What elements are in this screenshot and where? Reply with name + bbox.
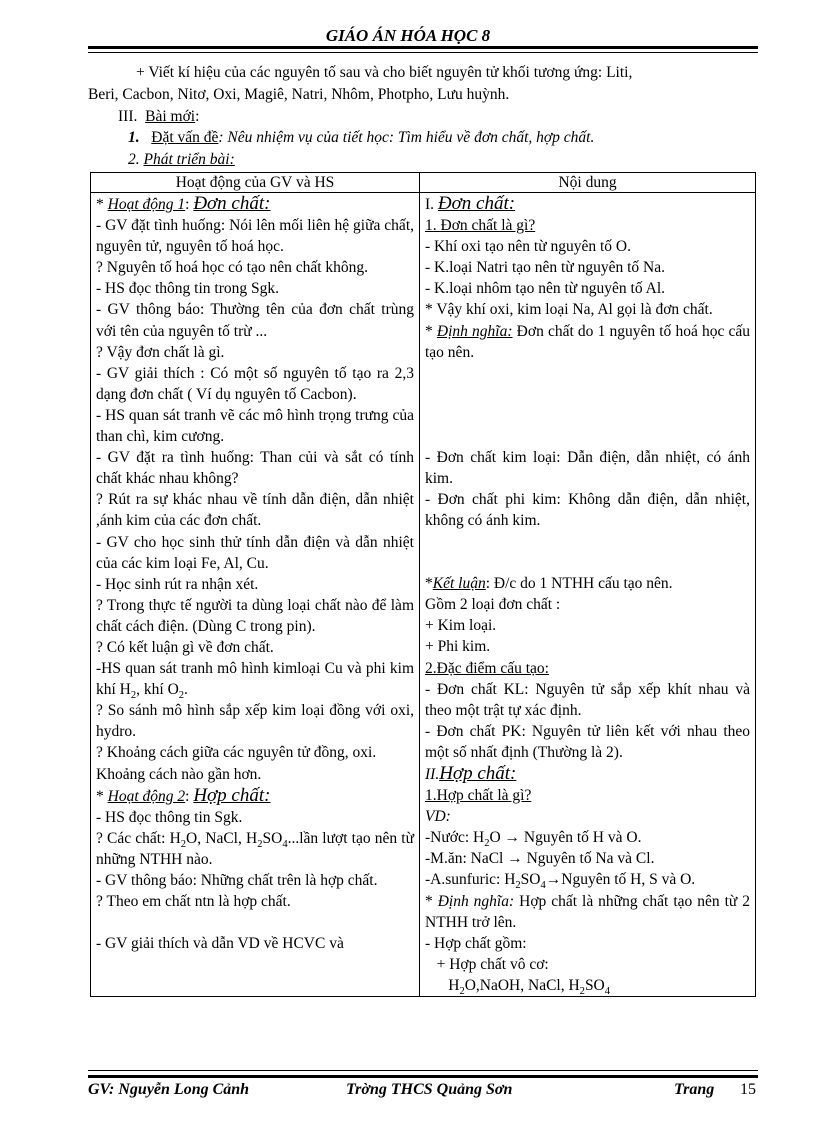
right-r10: - Đơn chất KL: Nguyên tử sắp xếp khít nhau và theo một trật tự xác định. <box>425 680 750 719</box>
activities-cell <box>91 193 420 997</box>
table-body-row <box>91 193 756 997</box>
left-p21: ? Theo em chất ntn là hợp chất. <box>96 893 291 911</box>
left-p1: - GV đặt tình huống: Nói lên mối liên hệ giữa chất, nguyên tử, nguyên tố hoá học. <box>96 217 414 256</box>
right-spacer-2 <box>425 384 750 405</box>
example-acid: -A.sunfuric: $H_2SO_4\to Nguyên$ tố H, S và O. <box>425 871 696 892</box>
right-r11: - Đơn chất PK: Nguyên tử liên kết với nhau theo một số nhất định (Thường là 2). <box>425 722 750 761</box>
content-cell <box>420 193 756 997</box>
header-rule-thick <box>88 46 758 49</box>
item-1-label: Đặt vấn đề <box>151 129 219 146</box>
example-salt: -M.ăn: NaCl → Nguyên tố Na và Cl. <box>425 850 655 868</box>
right-r3: - K.loại nhôm tạo nên từ nguyên tố Al. <box>425 280 666 298</box>
item-2-label: Phát triển bài: <box>143 151 235 168</box>
header-content: Nội dung <box>420 173 756 193</box>
right-r5: - Đơn chất kim loại: Dẫn điện, dẫn nhiệt, có ánh kim. <box>425 448 750 487</box>
activity-1-heading: * Hoạt động 1: Đơn chất: <box>96 193 271 214</box>
right-spacer-3 <box>425 405 750 426</box>
right-r12: - Hợp chất gồm: <box>425 934 527 952</box>
activity-2-heading: * Hoạt động 2: Hợp chất: <box>96 784 271 806</box>
left-spacer <box>96 912 414 933</box>
left-p10: - GV cho học sinh thử tính dẫn điện và dẫn nhiệt của các kim loại Fe, Al, Cu. <box>96 533 414 572</box>
intro-line-1: + Viết kí hiệu của các nguyên tố sau và cho biết nguyên tử khối tương ứng: Liti, <box>136 64 633 81</box>
left-p17: Khoảng cách nào gần hơn. <box>96 765 262 783</box>
right-r9: + Phi kim. <box>425 638 491 656</box>
left-p8: - GV đặt ra tình huống: Than củi và sắt có tính chất khác nhau không? <box>96 449 414 488</box>
right-r6: - Đơn chất phi kim: Không dẫn điện, dẫn nhiệt, không có ánh kim. <box>425 490 750 530</box>
right-q2: 2.Đặc điểm cấu tạo: <box>425 659 549 677</box>
left-p22: - GV giải thích và dẫn VD về HCVC và <box>96 935 344 953</box>
right-r8: + Kim loại. <box>425 617 497 635</box>
definition-2: * Định nghĩa: Hợp chất là những chất tạo nên từ 2 NTHH trở lên. <box>425 892 750 931</box>
right-q3: 1.Hợp chất là gì? <box>425 787 532 805</box>
header-rule-thin <box>88 52 758 53</box>
footer-school: Trờng THCS Quảng Sơn <box>346 1081 513 1098</box>
left-p18: - HS đọc thông tin Sgk. <box>96 808 243 826</box>
right-r7: Gồm 2 loại đơn chất : <box>425 596 561 614</box>
left-p7: - HS quan sát tranh vẽ các mô hình trọng trưng của than chì, kim cương. <box>96 406 414 446</box>
right-r1: - Khí oxi tạo nên từ nguyên tố O. <box>425 238 631 256</box>
section-title: Bài mới <box>145 108 196 125</box>
right-r14: $H_2O,NaOH$, NaCl, $H_2SO_4$ <box>425 976 611 997</box>
right-r4: * Vậy khí oxi, kim loại Na, Al gọi là đơn chất. <box>425 301 713 319</box>
section-number: III. <box>118 108 138 125</box>
section-2-heading: II.Hợp chất: <box>425 762 517 784</box>
left-p15: ? So sánh mô hình sắp xếp kim loại đồng với oxi, hydro. <box>96 702 414 741</box>
left-p4: - GV thông báo: Thường tên của đơn chất trùng với tên của nguyên tố trừ ... <box>96 301 414 340</box>
item-1-number: 1. <box>128 129 140 146</box>
right-spacer-6 <box>425 552 750 573</box>
right-r13: + Hợp chất vô cơ: <box>425 955 549 973</box>
left-p5: ? Vậy đơn chất là gì. <box>96 343 225 361</box>
right-spacer-5 <box>425 531 750 552</box>
footer-page-label: Trang <box>674 1081 715 1098</box>
right-spacer-4 <box>425 426 750 447</box>
right-spacer-1 <box>425 363 750 384</box>
item-2-number: 2. <box>128 151 140 168</box>
left-p11: - Học sinh rút ra nhận xét. <box>96 575 259 593</box>
conclusion: *Kết luận: Đ/c do 1 NTHH cấu tạo nên. <box>425 575 673 593</box>
item-1 <box>128 129 594 147</box>
right-r2: - K.loại Natri tạo nên từ nguyên tố Na. <box>425 259 665 277</box>
left-p2: ? Nguyên tố hoá học có tạo nên chất không. <box>96 259 369 277</box>
definition-1: * Định nghĩa: Đơn chất do 1 nguyên tố hoá học cấu tạo nên. <box>425 322 751 361</box>
left-p14: -HS quan sát tranh mô hình kimloại Cu và phi kim khí $H_2$, khí $O_2$. <box>96 660 414 702</box>
footer-page-number: 15 <box>740 1081 756 1098</box>
table-header-row <box>91 173 756 193</box>
left-p19: ? Các chất: $H_2O$, NaCl, $H_2SO_4...lần$ lượt tạo nên từ những NTHH nào. <box>96 829 415 868</box>
left-p3: - HS đọc thông tin trong Sgk. <box>96 280 279 298</box>
left-p20: - GV thông báo: Những chất trên là hợp chất. <box>96 872 378 889</box>
section-1-heading: I. Đơn chất: <box>425 193 516 214</box>
example-water: -Nước: $H_2O$ → Nguyên tố H và O. <box>425 829 642 850</box>
left-p16: ? Khoảng cách giữa các nguyên tử đồng, oxi. <box>96 744 377 762</box>
left-p12: ? Trong thực tế người ta dùng loại chất nào để làm chất cách điện. (Dùng C trong pin). <box>96 596 414 635</box>
left-p9: ? Rút ra sự khác nhau về tính dẫn điện, dẫn nhiệt ,ánh kim của các đơn chất. <box>96 491 414 530</box>
page-header-title: GIÁO ÁN HÓA HỌC 8 <box>325 26 491 45</box>
footer-rule-thin <box>88 1070 758 1071</box>
item-1-text: : Nêu nhiệm vụ của tiết học: Tìm hiểu về đơn chất, hợp chất. <box>218 129 595 146</box>
left-p13: ? Có kết luận gì về đơn chất. <box>96 638 274 656</box>
header-activities: Hoạt động của GV và HS <box>91 173 420 193</box>
section-heading: III. Bài mới: <box>118 108 200 125</box>
lesson-table <box>90 172 756 997</box>
footer-rule-thick <box>88 1075 758 1078</box>
item-2 <box>128 151 235 169</box>
footer-teacher: GV: Nguyễn Long Cảnh <box>88 1081 250 1098</box>
intro-line-2: Beri, Cacbon, Nitơ, Oxi, Magiê, Natri, Nhôm, Photpho, Lưu huỳnh. <box>88 86 510 103</box>
left-p6: - GV giải thích : Có một số nguyên tố tạo ra 2,3 dạng đơn chất ( Ví dụ nguyên tố Cacbon). <box>96 364 414 403</box>
right-q1: 1. Đơn chất là gì? <box>425 217 536 235</box>
example-label: VD: <box>425 808 451 826</box>
